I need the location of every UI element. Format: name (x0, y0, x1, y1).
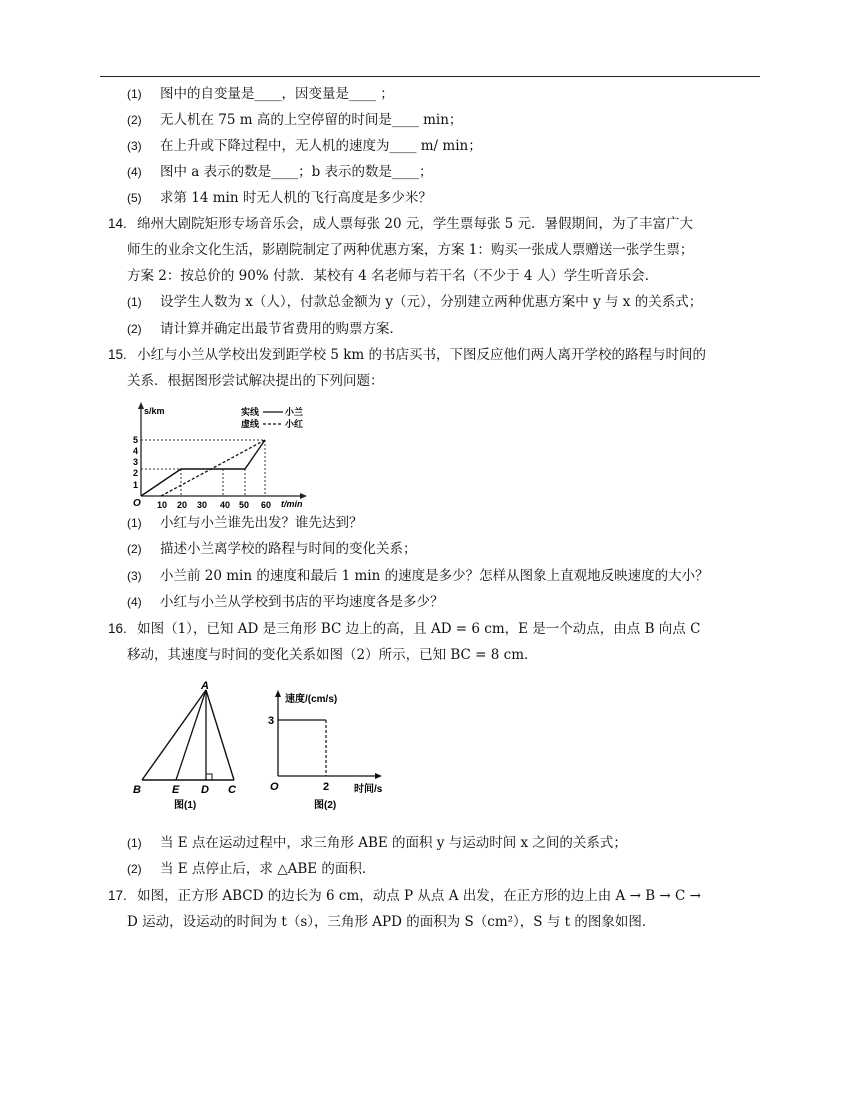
y-tick-label: 5 (133, 435, 139, 445)
x-tick-label: 50 (239, 500, 250, 508)
q15-line-2: 关系．根据图形尝试解决提出的下列问题： (127, 373, 384, 389)
q15-part-1: (1) 小红与小兰谁先出发？谁先达到？ (127, 515, 363, 531)
fig2-x-label: 时间/s (354, 784, 383, 795)
q13-part-5: (5) 求第 14 min 时无人机的飞行高度是多少米？ (127, 190, 432, 206)
q17-line-1: 17. 如图，正方形 ABCD 的边长为 6 cm，动点 P 从点 A 出发，在正方形的边上由 A → B → C → (108, 888, 701, 904)
legend-dashed-label: 虚线 (241, 419, 260, 429)
q13-part-3: (3) 在上升或下降过程中，无人机的速度为____ m/ min； (127, 138, 482, 154)
fig2-y-value: 3 (268, 715, 275, 727)
y-tick-label: 1 (133, 480, 139, 490)
q16-line-2: 移动，其速度与时间的变化关系如图（2）所示，已知 BC = 8 cm． (127, 647, 538, 663)
q16-part-1: (1) 当 E 点在运动过程中，求三角形 ABE 的面积 y 与运动时间 x 之间的关系式； (127, 835, 627, 851)
point-b-label: B (133, 784, 141, 796)
point-c-label: C (228, 784, 236, 796)
q14-line-3: 方案 2：按总价的 90% 付款．某校有 4 名老师与若干名（不少于 4 人）学生听音乐会． (127, 268, 659, 284)
q14-line-1: 14. 绵州大剧院矩形专场音乐会，成人票每张 20 元，学生票每张 5 元．暑假期间，为了丰富广大 (108, 216, 694, 232)
q16-figures (128, 680, 398, 812)
fig2-y-label: 速度/(cm/s) (285, 694, 338, 705)
point-a-label: A (201, 680, 209, 692)
q15-part-4: (4) 小红与小兰从学校到书店的平均速度各是多少？ (127, 594, 444, 610)
x-tick-label: 30 (197, 500, 208, 508)
q14-line-2: 师生的业余文化生活，影剧院制定了两种优惠方案，方案 1：购买一张成人票赠送一张学生票； (127, 242, 694, 258)
xiaohong-line (161, 440, 265, 496)
q15-part-2: (2) 描述小兰离学校的路程与时间的变化关系； (127, 541, 417, 557)
q16-line-1: 16. 如图（1），已知 AD 是三角形 BC 边上的高，且 AD = 6 cm，E 是一个动点，由点 B 向点 C (108, 621, 701, 637)
x-tick-label: 20 (177, 500, 188, 508)
y-tick-label: 3 (133, 457, 139, 467)
y-axis-label: s/km (144, 406, 165, 416)
q13-part-4: (4) 图中 a 表示的数是____；b 表示的数是____； (127, 164, 433, 180)
q14-part-2: (2) 请计算并确定出最节省费用的购票方案． (127, 321, 403, 337)
fig1-caption: 图(1) (174, 800, 197, 811)
segment-ac (206, 690, 234, 780)
legend-solid-label: 实线 (241, 407, 260, 417)
q16-part-2: (2) 当 E 点停止后，求 △ABE 的面积． (127, 861, 376, 877)
y-tick-label: 2 (133, 468, 139, 478)
q15-line-1: 15. 小红与小兰从学校出发到距学校 5 km 的书店买书，下图反应他们两人离开学校的路程与时间的 (108, 347, 707, 363)
x-tick-label: 10 (157, 500, 168, 508)
point-e-label: E (172, 784, 180, 796)
q15-distance-time-graph (125, 400, 325, 508)
segment-ae (176, 690, 206, 780)
fig2-x-value: 2 (323, 781, 330, 793)
y-tick-label: 4 (133, 446, 139, 456)
legend-solid-name: 小兰 (285, 407, 304, 417)
point-d-label: D (201, 784, 209, 796)
q13-part-1: (1) 图中的自变量是____，因变量是____ ； (127, 86, 394, 102)
fig2-caption: 图(2) (314, 800, 337, 811)
q13-part-2: (2) 无人机在 75 m 高的上空停留的时间是____ min； (127, 112, 463, 128)
q14-part-1: (1) 设学生人数为 x（人），付款总金额为 y（元），分别建立两种优惠方案中 y 与 x 的关系式； (127, 294, 703, 310)
xiaolan-line (141, 440, 265, 496)
segment-ab (142, 690, 206, 780)
fig2-y-arrow (275, 690, 281, 697)
x-tick-label: 60 (261, 500, 272, 508)
x-axis-label: t/min (281, 499, 303, 508)
origin-label: O (133, 498, 141, 508)
q15-part-3: (3) 小兰前 20 min 的速度和最后 1 min 的速度是多少？怎样从图象上直观地反映速度的大小？ (127, 568, 709, 584)
fig2-origin: O (270, 781, 279, 793)
x-tick-label: 40 (220, 500, 231, 508)
header-rule (100, 76, 760, 77)
fig2-x-arrow (375, 773, 382, 779)
q17-line-2: D 运动，设运动的时间为 t（s），三角形 APD 的面积为 S（cm²），S 与 t 的图象如图． (127, 914, 656, 930)
right-angle-mark (206, 774, 212, 780)
legend-dashed-name: 小红 (285, 419, 304, 429)
